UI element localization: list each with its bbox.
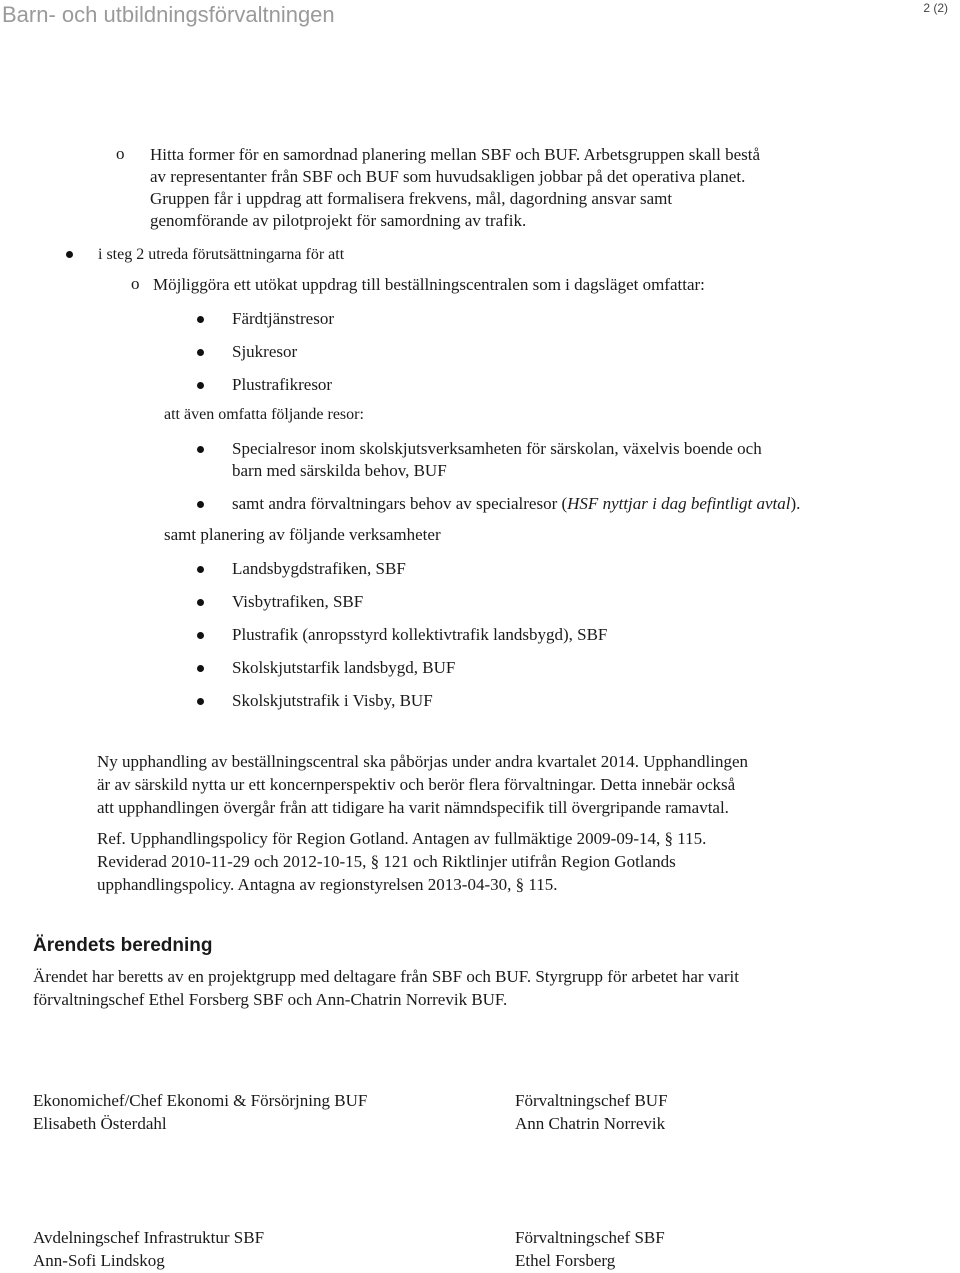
current-item-2: Sjukresor — [232, 342, 298, 361]
bullet-icon — [197, 665, 204, 672]
bullet-icon — [197, 501, 204, 508]
signature-title: Förvaltningschef SBF — [515, 1228, 665, 1247]
other-needs-suffix: ). — [790, 494, 801, 513]
procurement-line-2: är av särskild nytta ur ett koncernperspektiv och berör flera förvaltningar. Detta innebär också — [97, 775, 736, 794]
planning-label: samt planering av följande verksamheter — [164, 525, 441, 544]
planning-item-1: Landsbygdstrafiken, SBF — [232, 559, 406, 578]
section-heading: Ärendets beredning — [33, 935, 213, 956]
circle-bullet-icon: o — [131, 274, 140, 293]
bullet-icon — [66, 251, 73, 258]
special-line-2: barn med särskilda behov, BUF — [232, 461, 447, 480]
signature-name: Ann-Sofi Lindskog — [33, 1251, 165, 1270]
procurement-line-3: att upphandlingen övergår från att tidigare ha varit nämndspecifik till övergripande ramavtal. — [97, 798, 729, 817]
signature-title: Förvaltningschef BUF — [515, 1091, 668, 1110]
signature-title: Ekonomichef/Chef Ekonomi & Försörjning BUF — [33, 1091, 368, 1110]
other-needs-line — [232, 493, 800, 515]
signature-name: Ethel Forsberg — [515, 1251, 616, 1270]
o-item-line-3: Gruppen får i uppdrag att formalisera frekvens, mål, dagordning ansvar samt — [150, 189, 673, 208]
bullet-icon — [197, 632, 204, 639]
other-needs-prefix: samt andra förvaltningars behov av specialresor ( — [232, 494, 568, 513]
step2-sub-label: Möjliggöra ett utökat uppdrag till beställningscentralen som i dagsläget omfattar: — [153, 275, 705, 294]
bullet-icon — [197, 566, 204, 573]
signature-title: Avdelningschef Infrastruktur SBF — [33, 1228, 265, 1247]
step2-label: i steg 2 utreda förutsättningarna för att — [98, 246, 345, 263]
planning-item-5: Skolskjutstrafik i Visby, BUF — [232, 691, 433, 710]
signature-name: Ann Chatrin Norrevik — [515, 1114, 666, 1133]
reference-line-1: Ref. Upphandlingspolicy för Region Gotland. Antagen av fullmäktige 2009-09-14, § 115. — [97, 829, 707, 848]
document-header-title: Barn- och utbildningsförvaltningen — [2, 2, 335, 27]
planning-item-2: Visbytrafiken, SBF — [232, 592, 364, 611]
bullet-icon — [197, 446, 204, 453]
signature-name: Elisabeth Österdahl — [33, 1114, 167, 1133]
bullet-icon — [197, 698, 204, 705]
bullet-icon — [197, 382, 204, 389]
reference-line-3: upphandlingspolicy. Antagna av regionstyrelsen 2013-04-30, § 115. — [97, 875, 558, 894]
other-needs-italic: HSF nyttjar i dag befintligt avtal — [567, 494, 791, 513]
current-item-3: Plustrafikresor — [232, 375, 333, 394]
bullet-icon — [197, 599, 204, 606]
special-line-1: Specialresor inom skolskjutsverksamheten för särskolan, växelvis boende och — [232, 439, 762, 458]
bullet-icon — [197, 349, 204, 356]
current-item-1: Färdtjänstresor — [232, 309, 334, 328]
circle-bullet-icon: o — [116, 144, 125, 163]
o-item-line-4: genomförande av pilotprojekt för samordning av trafik. — [150, 211, 527, 230]
bullet-icon — [197, 316, 204, 323]
procurement-line-1: Ny upphandling av beställningscentral ska påbörjas under andra kvartalet 2014. Upphandlingen — [97, 752, 749, 771]
also-label: att även omfatta följande resor: — [164, 406, 364, 423]
reference-line-2: Reviderad 2010-11-29 och 2012-10-15, § 121 och Riktlinjer utifrån Region Gotlands — [97, 852, 676, 871]
planning-item-3: Plustrafik (anropsstyrd kollektivtrafik landsbygd), SBF — [232, 625, 608, 644]
section-line-1: Ärendet har beretts av en projektgrupp med deltagare från SBF och BUF. Styrgrupp för arbetet har varit — [33, 967, 739, 986]
planning-item-4: Skolskjutstarfik landsbygd, BUF — [232, 658, 456, 677]
page-number: 2 (2) — [923, 1, 948, 15]
section-line-2: förvaltningschef Ethel Forsberg SBF och Ann-Chatrin Norrevik BUF. — [33, 990, 508, 1009]
o-item-line-1: Hitta former för en samordnad planering mellan SBF och BUF. Arbetsgruppen skall bestå — [150, 145, 761, 164]
o-item-line-2: av representanter från SBF och BUF som huvudsakligen jobbar på det operativa planet. — [150, 167, 746, 186]
